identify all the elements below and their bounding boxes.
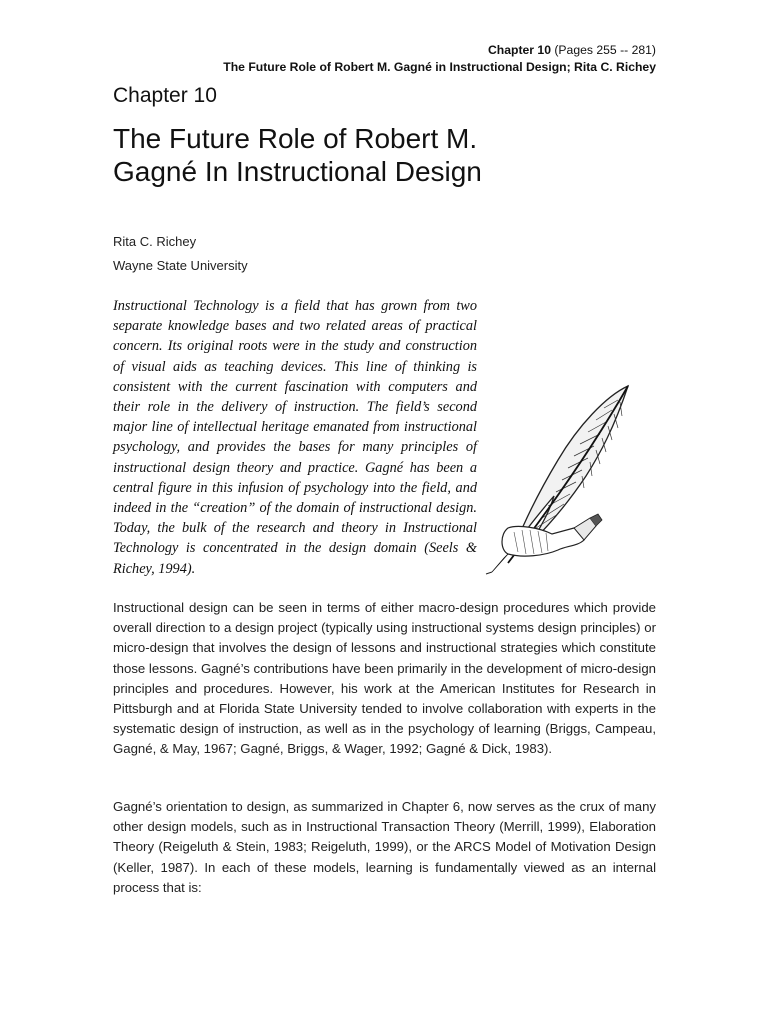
chapter-label: Chapter 10 xyxy=(113,84,217,107)
running-header-pages: (Pages 255 -- 281) xyxy=(550,43,656,57)
author-name: Rita C. Richey xyxy=(113,234,197,249)
author-affiliation: Wayne State University xyxy=(113,258,248,273)
body-paragraph-1: Instructional design can be seen in terms of either macro-design procedures which provide overall direction to a design project (typically using instructional systems design principles) or micro-design that involves the design of lessons and instructional strategies which constitute those lessons. Gagné’s contributions have been primarily in the development of micro-design principles and procedures. However, his work at the American Institutes for Research in Pittsburgh and at Florida State University tended to involve collaboration with experts in the systematic design of instruction, as well as in the psychology of learning (Briggs, Campeau, Gagné, & May, 1967; Gagné, Briggs, & Wager, 1992; Gagné & Dick, 1983). xyxy=(113,600,656,757)
running-header xyxy=(136,42,656,76)
running-header-chapter: Chapter 10 xyxy=(487,43,551,57)
quill-pen-icon xyxy=(478,378,638,578)
running-header-chapter-line xyxy=(136,42,656,59)
chapter-title: The Future Role of Robert M. Gagné In Instructional Design xyxy=(113,123,482,187)
running-header-title: The Future Role of Robert M. Gagné in Instructional Design; Rita C. Richey xyxy=(223,60,656,74)
body-paragraph-2: Gagné’s orientation to design, as summarized in Chapter 6, now serves as the crux of many other design models, such as in Instructional Transaction Theory (Merrill, 1999), Elaboration Theory (Reigeluth & Stein, 1983; Reigeluth, 1999), or the ARCS Model of Motivation Design (Keller, 1987). In each of these models, learning is fundamentally viewed as an internal process that is: xyxy=(113,799,656,895)
epigraph: Instructional Technology is a field that has grown from two separate knowledge bases and two related areas of practical concern. Its original roots were in the study and construction of visual aids as teaching devices. This line of thinking is consistent with the current fascination with computers and their role in the delivery of instruction. The field’s second major line of intellectual heritage emanated from instructional psychology, and provides the bases for many principles of instructional design theory and practice. Gagné has been a central figure in this infusion of psychology into the field, and indeed in the “creation” of the domain of instructional design. Today, the bulk of the research and theory in Instructional Technology is concentrated in the design domain (Seels & Richey, 1994). xyxy=(113,298,477,577)
